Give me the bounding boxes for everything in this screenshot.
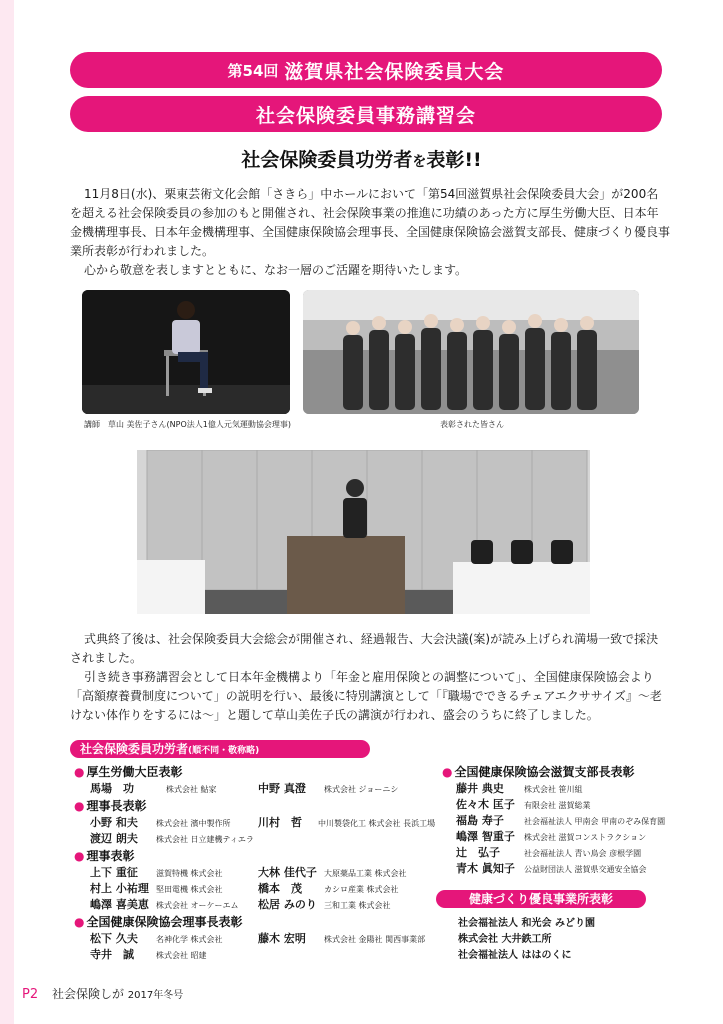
awardee-name: 松居 みのり — [258, 898, 317, 911]
health-award-item: 株式会社 大井鉄工所 — [458, 934, 552, 945]
awardee-row — [90, 930, 223, 946]
awardee-row — [90, 814, 231, 830]
awardee-company: 株式会社 日立建機ティエラ — [156, 835, 254, 844]
event-title: 滋賀県社会保険委員大会 — [284, 60, 505, 83]
awardee-name: 佐々木 匡子 — [456, 798, 515, 811]
awardee-company: 株式会社 滋賀コンストラクション — [524, 833, 647, 842]
awardee-name: 福島 寿子 — [456, 814, 504, 827]
awardee-company: 公益財団法人 滋賀県交通安全協会 — [524, 865, 647, 874]
awardee-company: 株式会社 金陽社 関西事業部 — [324, 935, 426, 944]
subtitle-part2: を — [412, 154, 427, 170]
awardee-name: 藤井 典史 — [456, 782, 504, 795]
awardee-name: 小野 和夫 — [90, 816, 138, 829]
awardee-company: 滋賀特機 株式会社 — [156, 869, 223, 878]
seminar-banner — [70, 96, 662, 132]
seminar-title: 社会保険委員事務講習会 — [255, 104, 476, 127]
awardee-company: 株式会社 鮎家 — [166, 785, 217, 794]
bullet-icon: ● — [74, 765, 85, 779]
awardee-row — [456, 780, 583, 796]
group-caption: 表彰された皆さん — [440, 420, 504, 429]
category-kyokai — [74, 913, 243, 930]
awardee-row — [90, 864, 223, 880]
awardees-header-label: 社会保険委員功労者 — [80, 742, 189, 756]
awardee-name: 嶋澤 智重子 — [456, 830, 515, 843]
awardee-row — [258, 880, 399, 896]
awardee-name: 青木 眞知子 — [456, 862, 515, 875]
awardee-name: 嶋澤 喜美恵 — [90, 898, 149, 911]
intro-text — [70, 185, 670, 280]
magazine-name: 社会保険しが — [51, 987, 124, 1001]
subtitle-part1: 社会保険委員功労者 — [241, 149, 413, 171]
awardee-company: 中川製袋化工 株式会社 長浜工場 — [318, 819, 436, 828]
body-paragraph-1: 式典終了後は、社会保険委員大会総会が開催され、経過報告、大会決議(案)が読み上げられ満場一致で採決されました。 — [70, 632, 659, 665]
awardee-name: 村上 小祐理 — [90, 882, 149, 895]
category-chairman-label: 理事長表彰 — [86, 799, 147, 813]
awardee-row — [456, 812, 665, 828]
awardee-row — [456, 796, 591, 812]
bullet-icon: ● — [74, 915, 85, 929]
awardee-row — [258, 780, 398, 796]
awardee-row — [456, 828, 646, 844]
subtitle-part3: 表彰!! — [426, 149, 482, 171]
awardee-company: 三和工業 株式会社 — [324, 901, 391, 910]
title-banner — [70, 52, 662, 88]
health-award-item: 社会福祉法人 ははのくに — [458, 950, 572, 961]
page-footer — [22, 985, 183, 1002]
bullet-icon: ● — [442, 765, 453, 779]
health-award-item: 社会福祉法人 和光会 みどり園 — [458, 918, 595, 929]
body-paragraph-2: 引き続き事務講習会として日本年金機構より「年金と雇用保険との調整について」、全国健康保険協会より「高額療養費制度について」の説明を行い、最後に特別講演として「『職場でできるチェアエクササイズ』～老けない体作りをするには～」と題して草山美佐子氏の講演が行われ、盛会のうちに終了しました。 — [70, 670, 662, 722]
event-number: 第54回 — [227, 61, 279, 80]
speaker-photo — [82, 290, 290, 414]
awardee-row — [456, 844, 641, 860]
awardee-name: 渡辺 朗夫 — [90, 832, 138, 845]
category-minister — [74, 763, 183, 780]
page-number: P2 — [22, 987, 39, 1002]
category-director-label: 理事表彰 — [86, 849, 135, 863]
awardee-company: カシロ産業 株式会社 — [324, 885, 399, 894]
awardee-name: 中野 真澄 — [258, 782, 306, 795]
awardee-company: 名神化学 株式会社 — [156, 935, 223, 944]
speaker-caption: 講師 草山 美佐子さん(NPO法人1億人元気運動協会理事) — [84, 420, 291, 429]
awardee-name: 川村 哲 — [258, 816, 302, 829]
awardee-row — [258, 864, 407, 880]
intro-paragraph-1: 11月8日(水)、栗東芸術文化会館「さきら」中ホールにおいて「第54回滋賀県社会保険委員大会」が200名を超える社会保険委員の参加のもと開催され、社会保険事業の推進に功績のあった方に厚生労働大臣、日本年金機構理事長、日本年金機構理事、全国健康保険協会理事長、全国健康保険協会滋賀支部長、健康づくり優良事業所表彰が行われました。 — [70, 187, 671, 258]
awardee-company: 株式会社 笹川組 — [524, 785, 583, 794]
category-shiga — [442, 763, 635, 780]
awardee-name: 藤木 宏明 — [258, 932, 306, 945]
awardee-row — [258, 930, 425, 946]
intro-paragraph-2: 心から敬意を表しますとともに、なお一層のご活躍を期待いたします。 — [84, 263, 468, 277]
awardee-row — [258, 896, 391, 912]
awardee-name: 松下 久夫 — [90, 932, 138, 945]
awardees-header — [70, 740, 370, 758]
health-award-header: 健康づくり優良事業所表彰 — [436, 890, 646, 908]
awardee-company: 堅田電機 株式会社 — [156, 885, 223, 894]
issue-label: 2017年冬号 — [127, 990, 184, 1001]
awardee-row — [258, 814, 435, 830]
group-photo — [303, 290, 639, 414]
awardee-name: 大林 佳代子 — [258, 866, 317, 879]
awardee-name: 上下 重征 — [90, 866, 138, 879]
awardee-company: 社会福祉法人 甲南会 甲南のぞみ保育園 — [524, 817, 666, 826]
awardee-row — [456, 860, 647, 876]
awardee-row — [90, 880, 223, 896]
podium-photo — [137, 450, 590, 614]
body-text — [70, 630, 670, 725]
awardee-name: 橋本 茂 — [258, 882, 302, 895]
awardee-company: 株式会社 ジョーニシ — [324, 785, 399, 794]
awardee-company: 株式会社 濱中製作所 — [156, 819, 231, 828]
awardee-name: 寺井 誠 — [90, 948, 134, 961]
bullet-icon: ● — [74, 799, 85, 813]
awardee-row — [90, 780, 217, 796]
awardee-company: 株式会社 オーケーエム — [156, 901, 239, 910]
page-subtitle — [0, 145, 723, 172]
category-director — [74, 847, 135, 864]
awardee-company: 株式会社 昭建 — [156, 951, 207, 960]
category-chairman — [74, 797, 147, 814]
category-minister-label: 厚生労働大臣表彰 — [86, 765, 183, 779]
awardee-row — [90, 896, 239, 912]
awardee-row — [90, 830, 254, 846]
awardee-name: 馬場 功 — [90, 782, 134, 795]
awardees-header-note: (順不同・敬称略) — [188, 746, 260, 756]
awardee-name: 辻 弘子 — [456, 846, 500, 859]
category-kyokai-label: 全国健康保険協会理事長表彰 — [86, 915, 243, 929]
awardee-company: 有限会社 滋賀総業 — [524, 801, 591, 810]
bullet-icon: ● — [74, 849, 85, 863]
awardee-company: 社会福祉法人 青い鳥会 彦根学園 — [524, 849, 642, 858]
awardee-row — [90, 946, 207, 962]
category-shiga-label: 全国健康保険協会滋賀支部長表彰 — [454, 765, 635, 779]
awardee-company: 大原薬品工業 株式会社 — [324, 869, 407, 878]
